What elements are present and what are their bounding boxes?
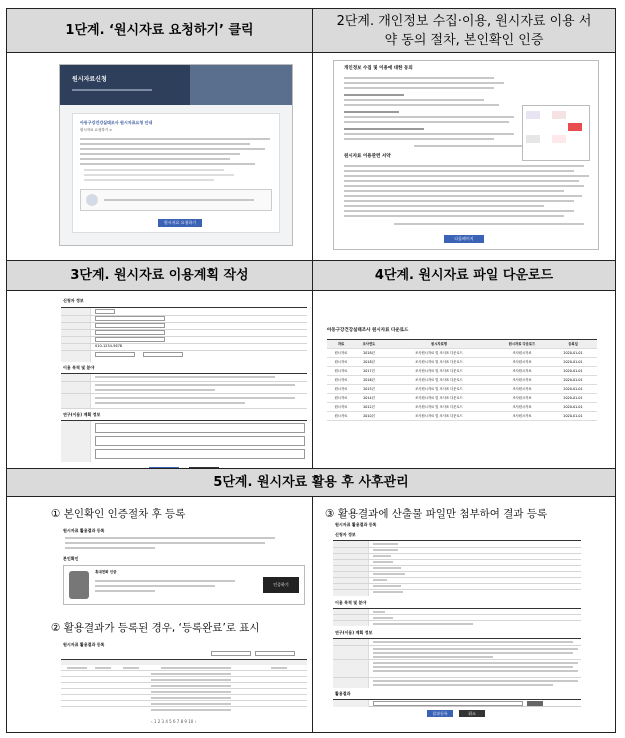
table-cell: 원시자료 [327, 394, 355, 403]
panel-title: 아동구강건강실태조사 원시자료요청 안내 [80, 120, 153, 125]
table-header: 등록일 [549, 340, 597, 349]
step2-title-line1: 2단계. 개인정보 수집·이용, 원시자료 이용 서 [336, 13, 592, 29]
caption-2: ② 활용결과가 등록된 경우, ‘등록완료’로 표시 [51, 622, 260, 634]
table-cell: 2020-01-01 [549, 376, 597, 385]
download-title: 아동구강건강실태조사 원시자료 다운로드 [327, 328, 409, 333]
table-cell: 원시자료 [327, 376, 355, 385]
table-cell: 원시자료 [327, 412, 355, 421]
table-header: 조사연도 [355, 340, 383, 349]
download-table [327, 339, 597, 425]
c-applicant-title: 신청자 정보 [335, 532, 356, 537]
caption-1: ① 본인확인 인증절차 후 등록 [51, 508, 186, 520]
download-link[interactable]: 조사원시자료 [495, 349, 549, 358]
phone-value: 010-1234-5678 [95, 344, 123, 348]
step2-header [313, 9, 615, 53]
panel-subtitle: 원시자료 요청하기 > [80, 128, 113, 132]
table-cell: 2012년 [355, 403, 383, 412]
table-cell: 조사원시자료 및 조사표 다운로드 [383, 376, 495, 385]
step2-screenshot [333, 60, 599, 250]
table-cell: 2016년 [355, 376, 383, 385]
step2-title-line2: 약 동의 절차, 본인확인 인증 [384, 32, 544, 48]
result-register-title-b: 원시자료 활용결과 등록 [63, 642, 105, 647]
download-link[interactable]: 조사원시자료 [495, 358, 549, 367]
result-register-title-a: 원시자료 활용결과 등록 [63, 528, 105, 533]
step5-header [7, 469, 615, 497]
step1-header [7, 9, 312, 53]
table-cell: 조사원시자료 및 조사표 다운로드 [383, 412, 495, 421]
step5-title: 5단계. 원시자료 활용 후 사후관리 [213, 475, 409, 490]
step1-title: 1단계. ‘원시자료 요청하기’ 클릭 [65, 23, 254, 38]
table-cell: 2020-01-01 [549, 385, 597, 394]
research-plan-title: 연구(이용) 계획 정보 [63, 412, 101, 417]
step3-screenshot [61, 297, 309, 477]
table-cell: 2020-01-01 [549, 394, 597, 403]
table-cell: 2020-01-01 [549, 349, 597, 358]
identity-label: 휴대전화 인증 [95, 570, 117, 574]
table-cell: 원시자료 [327, 349, 355, 358]
verify-button[interactable]: 인증하기 [263, 577, 299, 593]
pagination[interactable]: ‹ 1 2 3 4 5 6 7 8 9 10 › [151, 719, 197, 724]
step4-screenshot [327, 327, 599, 429]
step1-screenshot [59, 64, 293, 246]
c-purpose-title: 이용 목적 및 분야 [335, 600, 367, 605]
result-register-title-c: 원시자료 활용결과 등록 [335, 522, 377, 527]
step3-header [7, 261, 312, 291]
download-link[interactable]: 조사원시자료 [495, 376, 549, 385]
c-research-title: 연구(이용) 계획 정보 [335, 630, 373, 635]
table-cell: 2018년 [355, 358, 383, 367]
table-cell: 2020-01-01 [549, 367, 597, 376]
table-header: 자료 [327, 340, 355, 349]
table-cell: 원시자료 [327, 367, 355, 376]
caption-3: ③ 활용결과에 산출물 파일만 첨부하여 결과 등록 [325, 508, 548, 520]
download-link[interactable]: 조사원시자료 [495, 394, 549, 403]
step4-title: 4단계. 원시자료 파일 다운로드 [374, 268, 554, 283]
table-cell: 조사원시자료 및 조사표 다운로드 [383, 385, 495, 394]
table-cell: 원시자료 [327, 385, 355, 394]
banner-title: 원시자료신청 [72, 76, 107, 83]
table-cell: 2020-01-01 [549, 358, 597, 367]
purpose-title: 이용 목적 및 분야 [63, 365, 95, 370]
file-find-button[interactable] [527, 701, 543, 706]
pledge-title: 원시자료 이용관련 서약 [344, 154, 391, 159]
download-link[interactable]: 조사원시자료 [495, 367, 549, 376]
table-cell: 2017년 [355, 367, 383, 376]
register-result-button[interactable]: 결과등록 [427, 710, 453, 717]
next-page-button[interactable]: 다음페이지 [444, 235, 484, 243]
step5a-screenshot [61, 527, 309, 611]
step-table [6, 8, 616, 733]
table-header: 원시자료 다운로드 [495, 340, 549, 349]
download-link[interactable]: 조사원시자료 [495, 403, 549, 412]
step5b-screenshot [61, 641, 309, 729]
request-raw-data-button[interactable]: 원시자료 요청하기 [158, 219, 202, 227]
step4-header [313, 261, 615, 291]
step3-title: 3단계. 원시자료 이용계획 작성 [70, 268, 249, 283]
table-cell: 2014년 [355, 394, 383, 403]
download-link[interactable]: 조사원시자료 [495, 412, 549, 421]
c-result-title: 활용결과 [335, 691, 351, 696]
table-cell: 2018년 [355, 349, 383, 358]
applicant-info-title: 신청자 정보 [63, 298, 84, 303]
download-link[interactable]: 조사원시자료 [495, 385, 549, 394]
table-cell: 원시자료 [327, 403, 355, 412]
consent-title: 개인정보 수집 및 이용에 대한 동의 [344, 66, 413, 71]
table-cell: 조사원시자료 및 조사표 다운로드 [383, 394, 495, 403]
table-header: 원시자료명 [383, 340, 495, 349]
table-cell: 2010년 [355, 412, 383, 421]
table-cell: 조사원시자료 및 조사표 다운로드 [383, 403, 495, 412]
step5c-screenshot [333, 521, 583, 719]
table-cell: 조사원시자료 및 조사표 다운로드 [383, 358, 495, 367]
table-cell: 원시자료 [327, 358, 355, 367]
table-cell: 2020-01-01 [549, 403, 597, 412]
table-cell: 조사원시자료 및 조사표 다운로드 [383, 349, 495, 358]
table-cell: 조사원시자료 및 조사표 다운로드 [383, 367, 495, 376]
identity-title: 본인확인 [63, 556, 79, 561]
table-cell: 2020-01-01 [549, 412, 597, 421]
cancel-result-button[interactable]: 취소 [459, 710, 485, 717]
table-cell: 2015년 [355, 385, 383, 394]
